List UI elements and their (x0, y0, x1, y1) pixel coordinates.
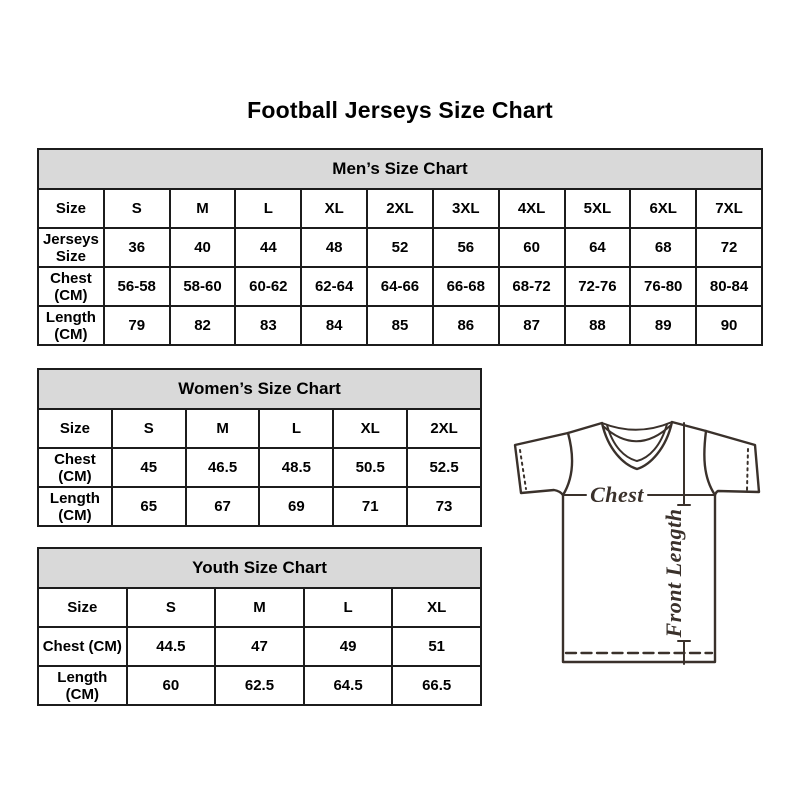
value-cell: XL (392, 588, 481, 627)
value-cell: 2XL (367, 189, 433, 228)
value-cell: 4XL (499, 189, 565, 228)
table-row (38, 306, 762, 345)
value-cell: 64-66 (367, 267, 433, 306)
table-row (38, 189, 762, 228)
table-row (38, 666, 481, 705)
value-cell: 66-68 (433, 267, 499, 306)
row-label-cell: Chest (CM) (38, 267, 104, 306)
value-cell: 86 (433, 306, 499, 345)
womens-size-table (37, 368, 482, 527)
row-label-cell: Chest (CM) (38, 448, 112, 487)
value-cell: 62.5 (215, 666, 304, 705)
value-cell: S (104, 189, 170, 228)
value-cell: S (112, 409, 186, 448)
value-cell: 48 (301, 228, 367, 267)
table-row (38, 228, 762, 267)
row-label-cell: Size (38, 409, 112, 448)
table-row (38, 448, 481, 487)
row-label-cell: Size (38, 189, 104, 228)
table-row (38, 627, 481, 666)
value-cell: M (215, 588, 304, 627)
value-cell: 60 (127, 666, 216, 705)
value-cell: 47 (215, 627, 304, 666)
value-cell: 69 (259, 487, 333, 526)
value-cell: 5XL (565, 189, 631, 228)
value-cell: 40 (170, 228, 236, 267)
value-cell: M (170, 189, 236, 228)
youth-table-title: Youth Size Chart (38, 548, 481, 588)
value-cell: 65 (112, 487, 186, 526)
value-cell: L (259, 409, 333, 448)
value-cell: 83 (235, 306, 301, 345)
front-length-measure-label: Front Length (661, 508, 686, 638)
value-cell: 46.5 (186, 448, 260, 487)
value-cell: 64 (565, 228, 631, 267)
jersey-measurement-diagram (500, 405, 770, 675)
value-cell: 2XL (407, 409, 481, 448)
value-cell: 76-80 (630, 267, 696, 306)
row-label-cell: Jerseys Size (38, 228, 104, 267)
value-cell: 89 (630, 306, 696, 345)
table-row (38, 267, 762, 306)
value-cell: XL (301, 189, 367, 228)
value-cell: 79 (104, 306, 170, 345)
value-cell: 82 (170, 306, 236, 345)
value-cell: 7XL (696, 189, 762, 228)
value-cell: 88 (565, 306, 631, 345)
mens-table-body (38, 189, 762, 345)
value-cell: 56 (433, 228, 499, 267)
value-cell: 72 (696, 228, 762, 267)
value-cell: XL (333, 409, 407, 448)
page-title: Football Jerseys Size Chart (247, 97, 553, 123)
value-cell: L (235, 189, 301, 228)
value-cell: 45 (112, 448, 186, 487)
value-cell: 80-84 (696, 267, 762, 306)
youth-section-header-row (38, 548, 481, 588)
value-cell: 90 (696, 306, 762, 345)
row-label-cell: Length (CM) (38, 487, 112, 526)
value-cell: 72-76 (565, 267, 631, 306)
jersey-body-outline (563, 422, 715, 662)
value-cell: 36 (104, 228, 170, 267)
womens-table-body (38, 409, 481, 526)
value-cell: 68-72 (499, 267, 565, 306)
table-row (38, 487, 481, 526)
mens-size-table (37, 148, 763, 346)
value-cell: 49 (304, 627, 393, 666)
chest-measure-label: Chest (590, 482, 644, 507)
value-cell: 84 (301, 306, 367, 345)
row-label-cell: Length (CM) (38, 666, 127, 705)
value-cell: 51 (392, 627, 481, 666)
value-cell: 48.5 (259, 448, 333, 487)
value-cell: 3XL (433, 189, 499, 228)
value-cell: 50.5 (333, 448, 407, 487)
mens-table-title: Men’s Size Chart (38, 149, 762, 189)
value-cell: 66.5 (392, 666, 481, 705)
value-cell: 62-64 (301, 267, 367, 306)
jersey-collar-back-arc (602, 422, 672, 430)
row-label-cell: Size (38, 588, 127, 627)
value-cell: 52 (367, 228, 433, 267)
value-cell: 64.5 (304, 666, 393, 705)
value-cell: 56-58 (104, 267, 170, 306)
value-cell: 44.5 (127, 627, 216, 666)
mens-section-header-row (38, 149, 762, 189)
value-cell: S (127, 588, 216, 627)
row-label-cell: Length (CM) (38, 306, 104, 345)
right-cuff-stitch-line (747, 449, 748, 490)
jersey-right-sleeve (706, 431, 759, 495)
womens-table-title: Women’s Size Chart (38, 369, 481, 409)
value-cell: 73 (407, 487, 481, 526)
value-cell: M (186, 409, 260, 448)
value-cell: 44 (235, 228, 301, 267)
value-cell: 85 (367, 306, 433, 345)
value-cell: 87 (499, 306, 565, 345)
value-cell: 68 (630, 228, 696, 267)
youth-table-body (38, 588, 481, 705)
table-row (38, 409, 481, 448)
womens-section-header-row (38, 369, 481, 409)
value-cell: 58-60 (170, 267, 236, 306)
value-cell: 71 (333, 487, 407, 526)
value-cell: 6XL (630, 189, 696, 228)
value-cell: 60-62 (235, 267, 301, 306)
value-cell: 60 (499, 228, 565, 267)
value-cell: 52.5 (407, 448, 481, 487)
row-label-cell: Chest (CM) (38, 627, 127, 666)
youth-size-table (37, 547, 482, 706)
value-cell: 67 (186, 487, 260, 526)
table-row (38, 588, 481, 627)
value-cell: L (304, 588, 393, 627)
